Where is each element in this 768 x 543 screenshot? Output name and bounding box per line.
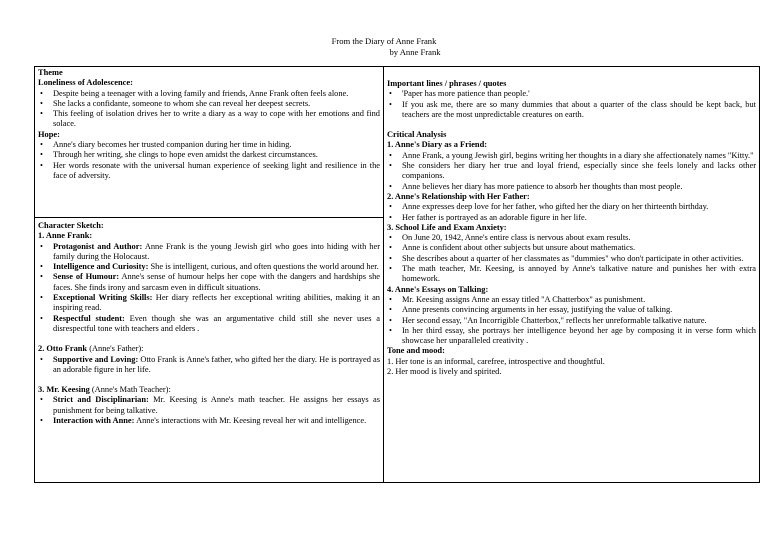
tone-line: 1. Her tone is an informal, carefree, introspective and thoughtful. bbox=[387, 356, 605, 366]
anne-heading: 1. Anne Frank: bbox=[38, 231, 93, 241]
notes-table bbox=[34, 66, 760, 483]
list-item: • Despite being a teenager with a loving family and friends, Anne Frank often feels alone. bbox=[38, 89, 380, 99]
list-item bbox=[38, 262, 380, 272]
tone-heading: Tone and mood: bbox=[387, 346, 445, 356]
list-item: • Anne presents convincing arguments in her essay, justifying the value of talking. bbox=[387, 305, 756, 315]
author-line: by Anne Frank bbox=[389, 47, 441, 57]
desc: Her diary reflects her exceptional writing abilities, making it an inspiring read. bbox=[53, 293, 380, 313]
list-item: • Through her writing, she clings to hope even amidst the darkest circumstances. bbox=[38, 150, 380, 160]
term: Sense of Humour: bbox=[53, 272, 120, 282]
list-item bbox=[38, 395, 380, 416]
desc: Anne Frank is the young Jewish girl who goes into hiding with her family during the Holocaust. bbox=[53, 241, 380, 261]
list-item: • This feeling of isolation drives her to write a diary as a way to cope with her emotions and find solace. bbox=[38, 109, 380, 130]
analysis-heading: Critical Analysis bbox=[387, 130, 447, 140]
term: Exceptional Writing Skills: bbox=[53, 293, 153, 303]
desc: Otto Frank is Anne's father, who gifted her the diary. He is portrayed as an adorable figure in her life. bbox=[53, 354, 380, 374]
loneliness-list bbox=[38, 89, 380, 130]
desc: Even though she was an argumentative child still she never uses a disrespectful tone with teachers and elders . bbox=[53, 313, 380, 333]
list-item: • Anne Frank, a young Jewish girl, begins writing her thoughts in a diary she affectionately names "Kitty." bbox=[387, 151, 756, 161]
term: Interaction with Anne: bbox=[53, 416, 135, 426]
hope-heading: Hope: bbox=[38, 129, 60, 139]
sketch-heading: Character Sketch: bbox=[38, 221, 104, 230]
list-item: • On June 20, 1942, Anne's entire class is nervous about exam results. bbox=[387, 233, 756, 243]
term: Supportive and Loving: bbox=[53, 354, 139, 364]
character-sketch-cell bbox=[35, 217, 383, 482]
analysis-section-heading: 2. Anne's Relationship with Her Father: bbox=[387, 191, 530, 201]
analysis-list bbox=[387, 233, 756, 284]
list-item: • The math teacher, Mr. Keesing, is annoyed by Anne's talkative nature and punishes her with extra homework. bbox=[387, 264, 756, 285]
spacer bbox=[38, 375, 380, 385]
list-item bbox=[38, 314, 380, 335]
mood-line: 2. Her mood is lively and spirited. bbox=[387, 367, 502, 377]
analysis-cell bbox=[384, 67, 759, 377]
analysis-list bbox=[387, 151, 756, 192]
desc: Mr. Keesing is Anne's math teacher. He assigns her essays as punishment for being talkative. bbox=[53, 395, 380, 415]
list-item bbox=[38, 293, 380, 314]
desc: She is intelligent, curious, and often questions the world around her. bbox=[148, 262, 379, 272]
list-item bbox=[38, 416, 380, 426]
analysis-section-heading: 1. Anne's Diary as a Friend: bbox=[387, 140, 488, 150]
analysis-list bbox=[387, 295, 756, 346]
term: Intelligence and Curiosity: bbox=[53, 262, 149, 272]
keesing-heading bbox=[38, 385, 380, 395]
list-item bbox=[38, 355, 380, 376]
list-item: • Her words resonate with the universal human experience of seeking light and resilience in the face of adversity. bbox=[38, 161, 380, 182]
title-line: From the Diary of Anne Frank bbox=[331, 36, 437, 46]
list-item: • Anne expresses deep love for her father, who gifted her the diary on her thirteenth birthday. bbox=[387, 202, 756, 212]
otto-heading-name: 2. Otto Frank bbox=[38, 344, 88, 354]
term: Protagonist and Author: bbox=[53, 241, 143, 251]
desc: Anne's sense of humour helps her cope with the dangers and hardships she faces. She finds irony and sarcasm even in difficult situations. bbox=[53, 272, 380, 292]
analysis-list bbox=[387, 202, 756, 223]
list-item: • She lacks a confidante, someone to whom she can reveal her deepest secrets. bbox=[38, 99, 380, 109]
list-item: • If you ask me, there are so many dummies that about a quarter of the class should be kept back, but teachers are the most unpredictable creatures on earth. bbox=[387, 100, 756, 121]
list-item: • She considers her diary her true and loyal friend, especially since she feels lonely and lacks other companions. bbox=[387, 161, 756, 182]
loneliness-heading: Loneliness of Adolescence: bbox=[38, 78, 133, 88]
list-item: • Her father is portrayed as an adorable figure in her life. bbox=[387, 213, 756, 223]
anne-list bbox=[38, 242, 380, 335]
theme-cell bbox=[35, 67, 383, 217]
spacer bbox=[38, 334, 380, 344]
otto-heading bbox=[38, 344, 380, 354]
otto-heading-role: (Anne's Father): bbox=[87, 344, 144, 354]
term: Respectful student: bbox=[53, 313, 125, 323]
desc: Anne's interactions with Mr. Keesing reveal her wit and intelligence. bbox=[134, 416, 367, 426]
document-title bbox=[0, 36, 768, 58]
otto-list bbox=[38, 355, 380, 376]
quotes-list bbox=[387, 89, 756, 120]
spacer bbox=[387, 120, 756, 130]
left-column bbox=[35, 67, 384, 482]
list-item: • Mr. Keesing assigns Anne an essay titled "A Chatterbox" as punishment. bbox=[387, 295, 756, 305]
list-item bbox=[38, 272, 380, 293]
list-item: • She describes about a quarter of her classmates as "dummies" who don't participate in other activities. bbox=[387, 254, 756, 264]
analysis-section-heading: 3. School Life and Exam Anxiety: bbox=[387, 222, 507, 232]
keesing-heading-role: (Anne's Math Teacher): bbox=[89, 385, 171, 395]
theme-heading: Theme bbox=[38, 68, 63, 77]
list-item: • Anne believes her diary has more patience to absorb her thoughts than most people. bbox=[387, 182, 756, 192]
right-column bbox=[384, 67, 759, 482]
list-item: • Her second essay, "An Incorrigible Chatterbox," reflects her unreformable talkative nature. bbox=[387, 316, 756, 326]
list-item: • Anne's diary becomes her trusted companion during her time in hiding. bbox=[38, 140, 380, 150]
keesing-list bbox=[38, 395, 380, 426]
term: Strict and Disciplinarian: bbox=[53, 395, 149, 405]
lines-heading: Important lines / phrases / quotes bbox=[387, 79, 507, 88]
list-item bbox=[38, 242, 380, 263]
list-item: • 'Paper has more patience than people.' bbox=[387, 89, 756, 99]
list-item: • Anne is confident about other subjects but unsure about mathematics. bbox=[387, 243, 756, 253]
hope-list bbox=[38, 140, 380, 181]
keesing-heading-name: 3. Mr. Keesing bbox=[38, 385, 90, 395]
analysis-section-heading: 4. Anne's Essays on Talking: bbox=[387, 284, 489, 294]
list-item: • In her third essay, she portrays her intelligence beyond her age by composing it in verse form which showcase her unparalleled creativity . bbox=[387, 326, 756, 347]
